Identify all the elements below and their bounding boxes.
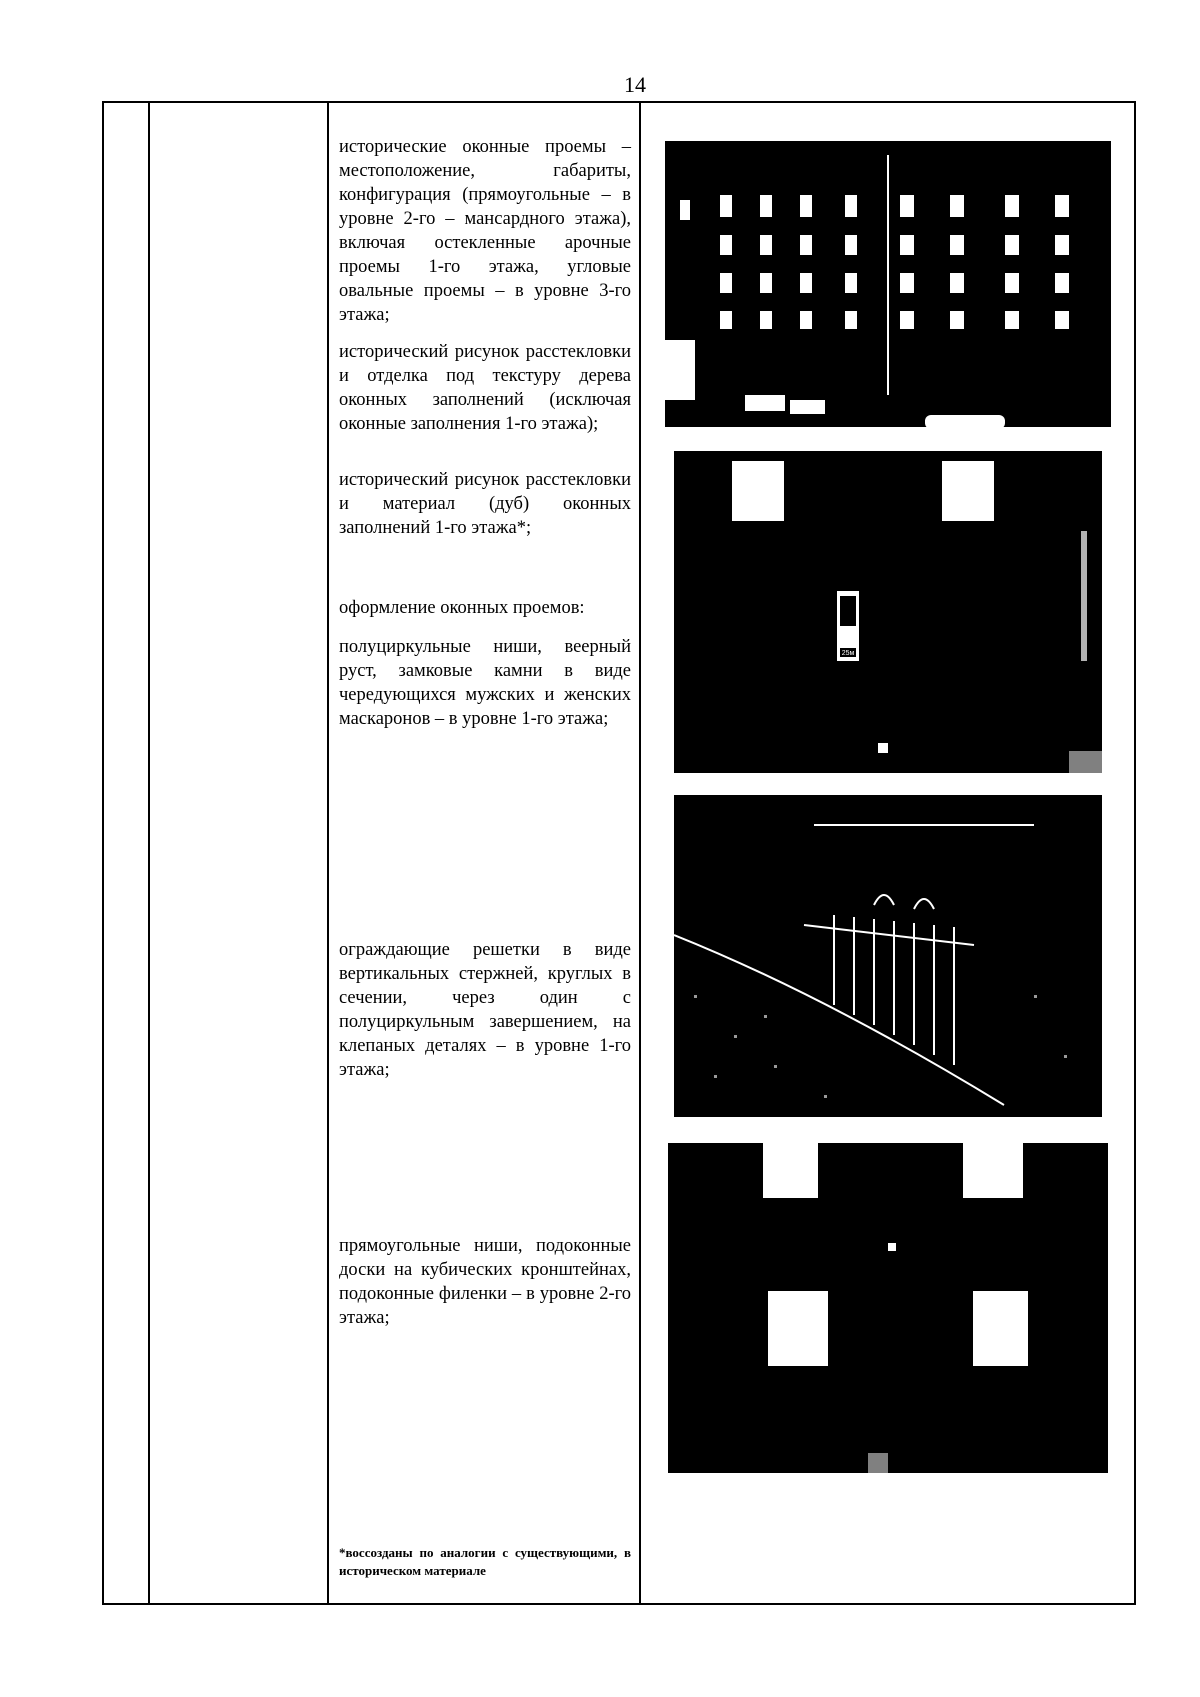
text-rectangular-niches: прямоугольные ниши, подоконные доски на кубических кронштейнах, подоконные филенки – в уровне 2-го этажа; (339, 1236, 631, 1328)
rectangular-niches-photo (668, 1143, 1108, 1473)
column-divider (327, 103, 329, 1603)
rectangular-niches-image (668, 1143, 1108, 1473)
column-divider (639, 103, 641, 1603)
text-window-openings: исторические оконные проемы – местоположение, габариты, конфигурация (прямоугольные – в уровне 2-го – мансардного этажа), включая остекленные арочные проемы 1-го этажа, угловые овальные проемы – в уровне 3-го этажа; (339, 137, 631, 325)
text-window-decoration-heading: оформление оконных проемов: (339, 598, 585, 618)
svg-text:25м: 25м (841, 650, 855, 657)
footnote: *воссозданы по аналогии с существующими, в историческом материале (339, 1545, 631, 1578)
arched-niche-photo (674, 451, 1102, 773)
facade-photo (665, 115, 1111, 435)
column-divider (148, 103, 150, 1603)
text-glazing-pattern: исторический рисунок расстекловки и отделка под текстуру дерева оконных заполнений (исключая оконные заполнения 1-го этажа); (339, 342, 631, 434)
description-column (339, 103, 631, 1603)
text-railings: ограждающие решетки в виде вертикальных стержней, круглых в сечении, через один с полуциркульным завершением, на клепаных деталях – в уровне 1-го этажа; (339, 940, 631, 1080)
railings-photo (674, 795, 1102, 1117)
arched-niche-image (674, 451, 1102, 773)
text-ground-floor-glazing: исторический рисунок расстекловки и материал (дуб) оконных заполнений 1-го этажа*; (339, 470, 631, 538)
content-table (102, 101, 1136, 1605)
text-niches-rustication: полуциркульные ниши, веерный руст, замковые камни в виде чередующихся мужских и женских маскаронов – в уровне 1-го этажа; (339, 637, 631, 729)
page-number: 14 (624, 72, 646, 97)
railings-image (674, 795, 1102, 1117)
facade-photo-image (665, 115, 1111, 435)
